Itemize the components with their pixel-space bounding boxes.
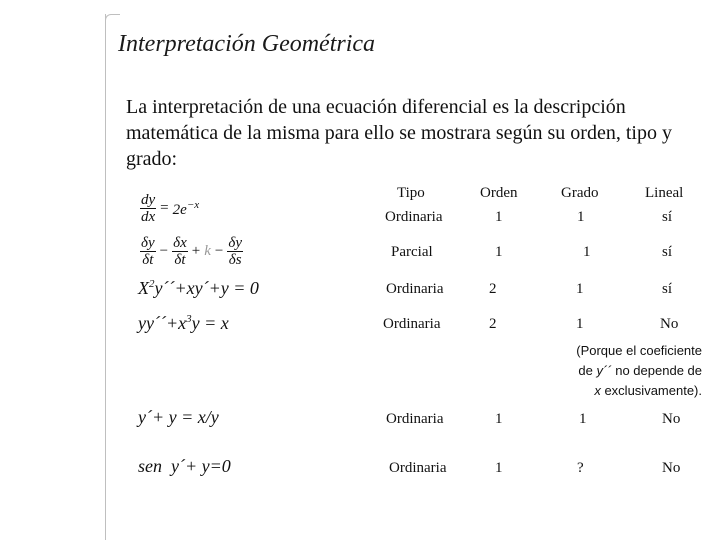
coefficient: 2e bbox=[172, 201, 187, 218]
row3-orden: 2 bbox=[489, 281, 497, 297]
fraction-dy-dt bbox=[140, 235, 156, 268]
exponential-term bbox=[173, 199, 199, 219]
page-title: Interpretación Geométrica bbox=[118, 31, 376, 57]
note-text: exclusivamente). bbox=[600, 383, 702, 398]
row5-grado: 1 bbox=[579, 411, 587, 427]
row3-lineal: sí bbox=[662, 281, 673, 297]
equation-term: X bbox=[138, 278, 149, 298]
header-tipo: Tipo bbox=[397, 185, 425, 201]
exponent: 3 bbox=[186, 313, 192, 325]
intro-paragraph: La interpretación de una ecuación diferencial es la descripción matemática de la misma para ello se mostrara según su orden, tipo y grado: bbox=[126, 96, 672, 170]
row2-grado: 1 bbox=[583, 244, 591, 260]
fraction-numerator: δx bbox=[173, 235, 187, 251]
fraction-denominator: dx bbox=[141, 209, 156, 225]
slide-border-corner bbox=[105, 14, 120, 23]
row4-orden: 2 bbox=[489, 316, 497, 332]
equation-3 bbox=[138, 278, 259, 299]
note-variable: x bbox=[594, 383, 601, 398]
fraction-numerator: δy bbox=[141, 235, 155, 251]
row4-grado: 1 bbox=[576, 316, 584, 332]
row6-tipo: Ordinaria bbox=[389, 460, 447, 476]
row6-lineal: No bbox=[662, 460, 681, 476]
row6-grado: ? bbox=[577, 460, 584, 476]
exponent: −x bbox=[186, 198, 200, 211]
row6-orden: 1 bbox=[495, 460, 503, 476]
minus-sign: − bbox=[159, 243, 169, 259]
fraction-dy-ds bbox=[227, 235, 243, 268]
row5-tipo: Ordinaria bbox=[386, 411, 444, 427]
note-variable: y´´ bbox=[596, 363, 612, 378]
row4-lineal: No bbox=[660, 316, 679, 332]
note-text: no depende de bbox=[611, 363, 702, 378]
header-orden: Orden bbox=[480, 185, 518, 201]
row1-tipo: Ordinaria bbox=[385, 209, 443, 225]
fraction-dy-dx bbox=[140, 192, 156, 225]
slide-border-line bbox=[105, 14, 106, 540]
equation-5: y´+ y = x/y bbox=[138, 407, 219, 427]
fraction-denominator: δt bbox=[174, 252, 186, 268]
row1-orden: 1 bbox=[495, 209, 503, 225]
row2-orden: 1 bbox=[495, 244, 503, 260]
fraction-dx-dt bbox=[172, 235, 188, 268]
equation-6: sen y´+ y=0 bbox=[138, 456, 231, 476]
row1-lineal: sí bbox=[662, 209, 673, 225]
exponent: 2 bbox=[149, 278, 155, 290]
equals-sign: = bbox=[160, 200, 169, 216]
explanation-note bbox=[540, 341, 702, 401]
note-line: (Porque el coeficiente bbox=[576, 343, 702, 358]
equation-1 bbox=[140, 192, 199, 225]
row2-tipo: Parcial bbox=[391, 244, 433, 260]
row5-orden: 1 bbox=[495, 411, 503, 427]
equation-term: y´´+xy´+y = 0 bbox=[154, 278, 259, 298]
row5-lineal: No bbox=[662, 411, 681, 427]
equation-term: y = x bbox=[191, 313, 229, 333]
plus-sign: + bbox=[191, 243, 201, 259]
equation-4 bbox=[138, 313, 229, 334]
row3-grado: 1 bbox=[576, 281, 584, 297]
note-text: de bbox=[578, 363, 597, 378]
header-lineal: Lineal bbox=[645, 185, 684, 201]
minus-sign: − bbox=[214, 243, 224, 259]
row4-tipo: Ordinaria bbox=[383, 316, 441, 332]
note-line bbox=[540, 381, 702, 401]
row2-lineal: sí bbox=[662, 244, 673, 260]
header-grado: Grado bbox=[561, 185, 599, 201]
fraction-denominator: δs bbox=[228, 252, 242, 268]
fraction-denominator: δt bbox=[142, 252, 154, 268]
equation-term: yy´´+x bbox=[138, 313, 187, 333]
note-line bbox=[540, 361, 702, 381]
equation-2 bbox=[140, 235, 243, 268]
fraction-numerator: δy bbox=[228, 235, 242, 251]
constant-k: k bbox=[204, 243, 211, 259]
fraction-numerator: dy bbox=[141, 192, 156, 208]
row1-grado: 1 bbox=[577, 209, 585, 225]
row3-tipo: Ordinaria bbox=[386, 281, 444, 297]
